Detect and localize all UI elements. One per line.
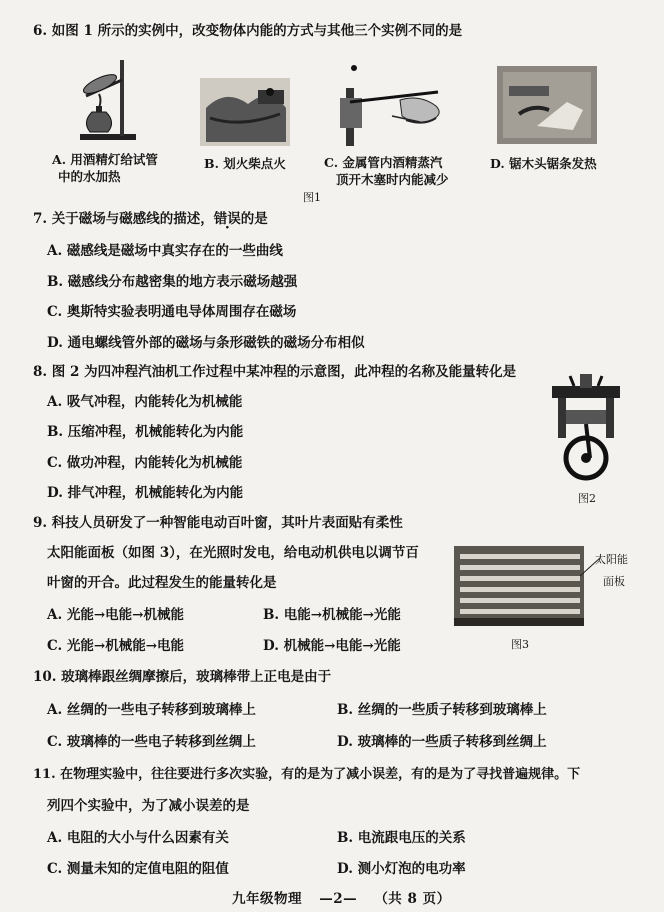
q9-option-d: D. 机械能→电能→光能 bbox=[263, 638, 401, 654]
q6-option-a-line2: 中的水加热 bbox=[58, 169, 121, 184]
alcohol-lamp-test-tube-icon bbox=[62, 50, 162, 145]
q8-option-a: A. 吸气冲程，内能转化为机械能 bbox=[47, 394, 243, 410]
q7-option-d: D. 通电螺线管外部的磁场与条形磁铁的磁场分布相似 bbox=[47, 335, 365, 351]
footer-total-pages: （共 8 页） bbox=[374, 891, 451, 907]
q8-stem: 8. 图 2 为四冲程汽油机工作过程中某冲程的示意图，此冲程的名称及能量转化是 bbox=[33, 364, 517, 380]
q7-stem-suffix: 的是 bbox=[240, 211, 268, 227]
smart-blinds-icon bbox=[454, 546, 584, 626]
q7-stem-emphasis: 错误 bbox=[213, 211, 241, 227]
q11-option-c: C. 测量未知的定值电阻的阻值 bbox=[47, 861, 229, 877]
q8-option-d: D. 排气冲程，机械能转化为内能 bbox=[47, 485, 244, 501]
q9-stem-line1: 9. 科技人员研发了一种智能电动百叶窗，其叶片表面贴有柔性 bbox=[33, 515, 403, 531]
page-footer bbox=[232, 887, 451, 907]
q6-option-d: D. 锯木头锯条发热 bbox=[490, 156, 597, 171]
q7-option-a: A. 磁感线是磁场中真实存在的一些曲线 bbox=[47, 243, 283, 259]
q6-option-b: B. 划火柴点火 bbox=[204, 156, 286, 171]
q10-option-c: C. 玻璃棒的一些电子转移到丝绸上 bbox=[47, 734, 256, 750]
figure-1-label: 图1 bbox=[303, 191, 321, 204]
striking-match-icon bbox=[200, 78, 290, 146]
q9-option-b: B. 电能→机械能→光能 bbox=[263, 607, 401, 623]
footer-subject: 九年级物理 bbox=[232, 891, 302, 907]
q6-option-c-line2: 顶开木塞时内能减少 bbox=[336, 172, 449, 187]
q6-option-c-line1: C. 金属管内酒精蒸汽 bbox=[324, 155, 443, 170]
q10-option-a: A. 丝绸的一些电子转移到玻璃棒上 bbox=[47, 702, 256, 718]
q10-option-d: D. 玻璃棒的一些质子转移到丝绸上 bbox=[337, 734, 547, 750]
q7-option-c: C. 奥斯特实验表明通电导体周围存在磁场 bbox=[47, 304, 297, 320]
sawing-wood-icon bbox=[497, 66, 597, 144]
q6-stem: 6. 如图 1 所示的实例中，改变物体内能的方式与其他三个实例不同的是 bbox=[33, 23, 463, 39]
footer-page-number: —2— bbox=[319, 891, 358, 907]
figure-3-annotation-line1: 太阳能 bbox=[595, 553, 628, 566]
q7-stem-prefix: 7. 关于磁场与磁感线的描述， bbox=[33, 211, 214, 227]
q6-option-a-line1: A. 用酒精灯给试管 bbox=[52, 152, 158, 167]
metal-tube-cork-icon bbox=[330, 58, 448, 146]
q9-option-a: A. 光能→电能→机械能 bbox=[47, 607, 184, 623]
q7-option-b: B. 磁感线分布越密集的地方表示磁场越强 bbox=[47, 274, 298, 290]
figure-3-annotation-line2: 面板 bbox=[603, 575, 625, 588]
q11-option-b: B. 电流跟电压的关系 bbox=[337, 830, 466, 846]
q11-option-d: D. 测小灯泡的电功率 bbox=[337, 861, 466, 877]
figure-2-label: 图2 bbox=[578, 492, 596, 505]
engine-cylinder-icon bbox=[548, 372, 624, 482]
q9-stem-line2: 太阳能面板（如图 3），在光照时发电，给电动机供电以调节百 bbox=[47, 545, 419, 561]
q11-stem-line1: 11. 在物理实验中，往往要进行多次实验，有的是为了减小误差，有的是为了寻找普遍规律。下 bbox=[33, 767, 581, 782]
q11-stem-line2: 列四个实验中，为了减小误差的是 bbox=[47, 798, 250, 814]
q6-option-c bbox=[324, 154, 449, 188]
q8-option-c: C. 做功冲程，内能转化为机械能 bbox=[47, 455, 243, 471]
figure-3-label: 图3 bbox=[511, 638, 529, 651]
q10-stem: 10. 玻璃棒跟丝绸摩擦后，玻璃棒带上正电是由于 bbox=[33, 669, 332, 685]
q6-option-a bbox=[52, 151, 158, 185]
figure-3-annotation bbox=[595, 549, 628, 593]
q9-stem-line3: 叶窗的开合。此过程发生的能量转化是 bbox=[47, 575, 277, 591]
q11-option-a: A. 电阻的大小与什么因素有关 bbox=[47, 830, 229, 846]
q7-stem bbox=[33, 207, 268, 227]
q8-option-b: B. 压缩冲程，机械能转化为内能 bbox=[47, 424, 244, 440]
q9-option-c: C. 光能→机械能→电能 bbox=[47, 638, 185, 654]
q10-option-b: B. 丝绸的一些质子转移到玻璃棒上 bbox=[337, 702, 547, 718]
